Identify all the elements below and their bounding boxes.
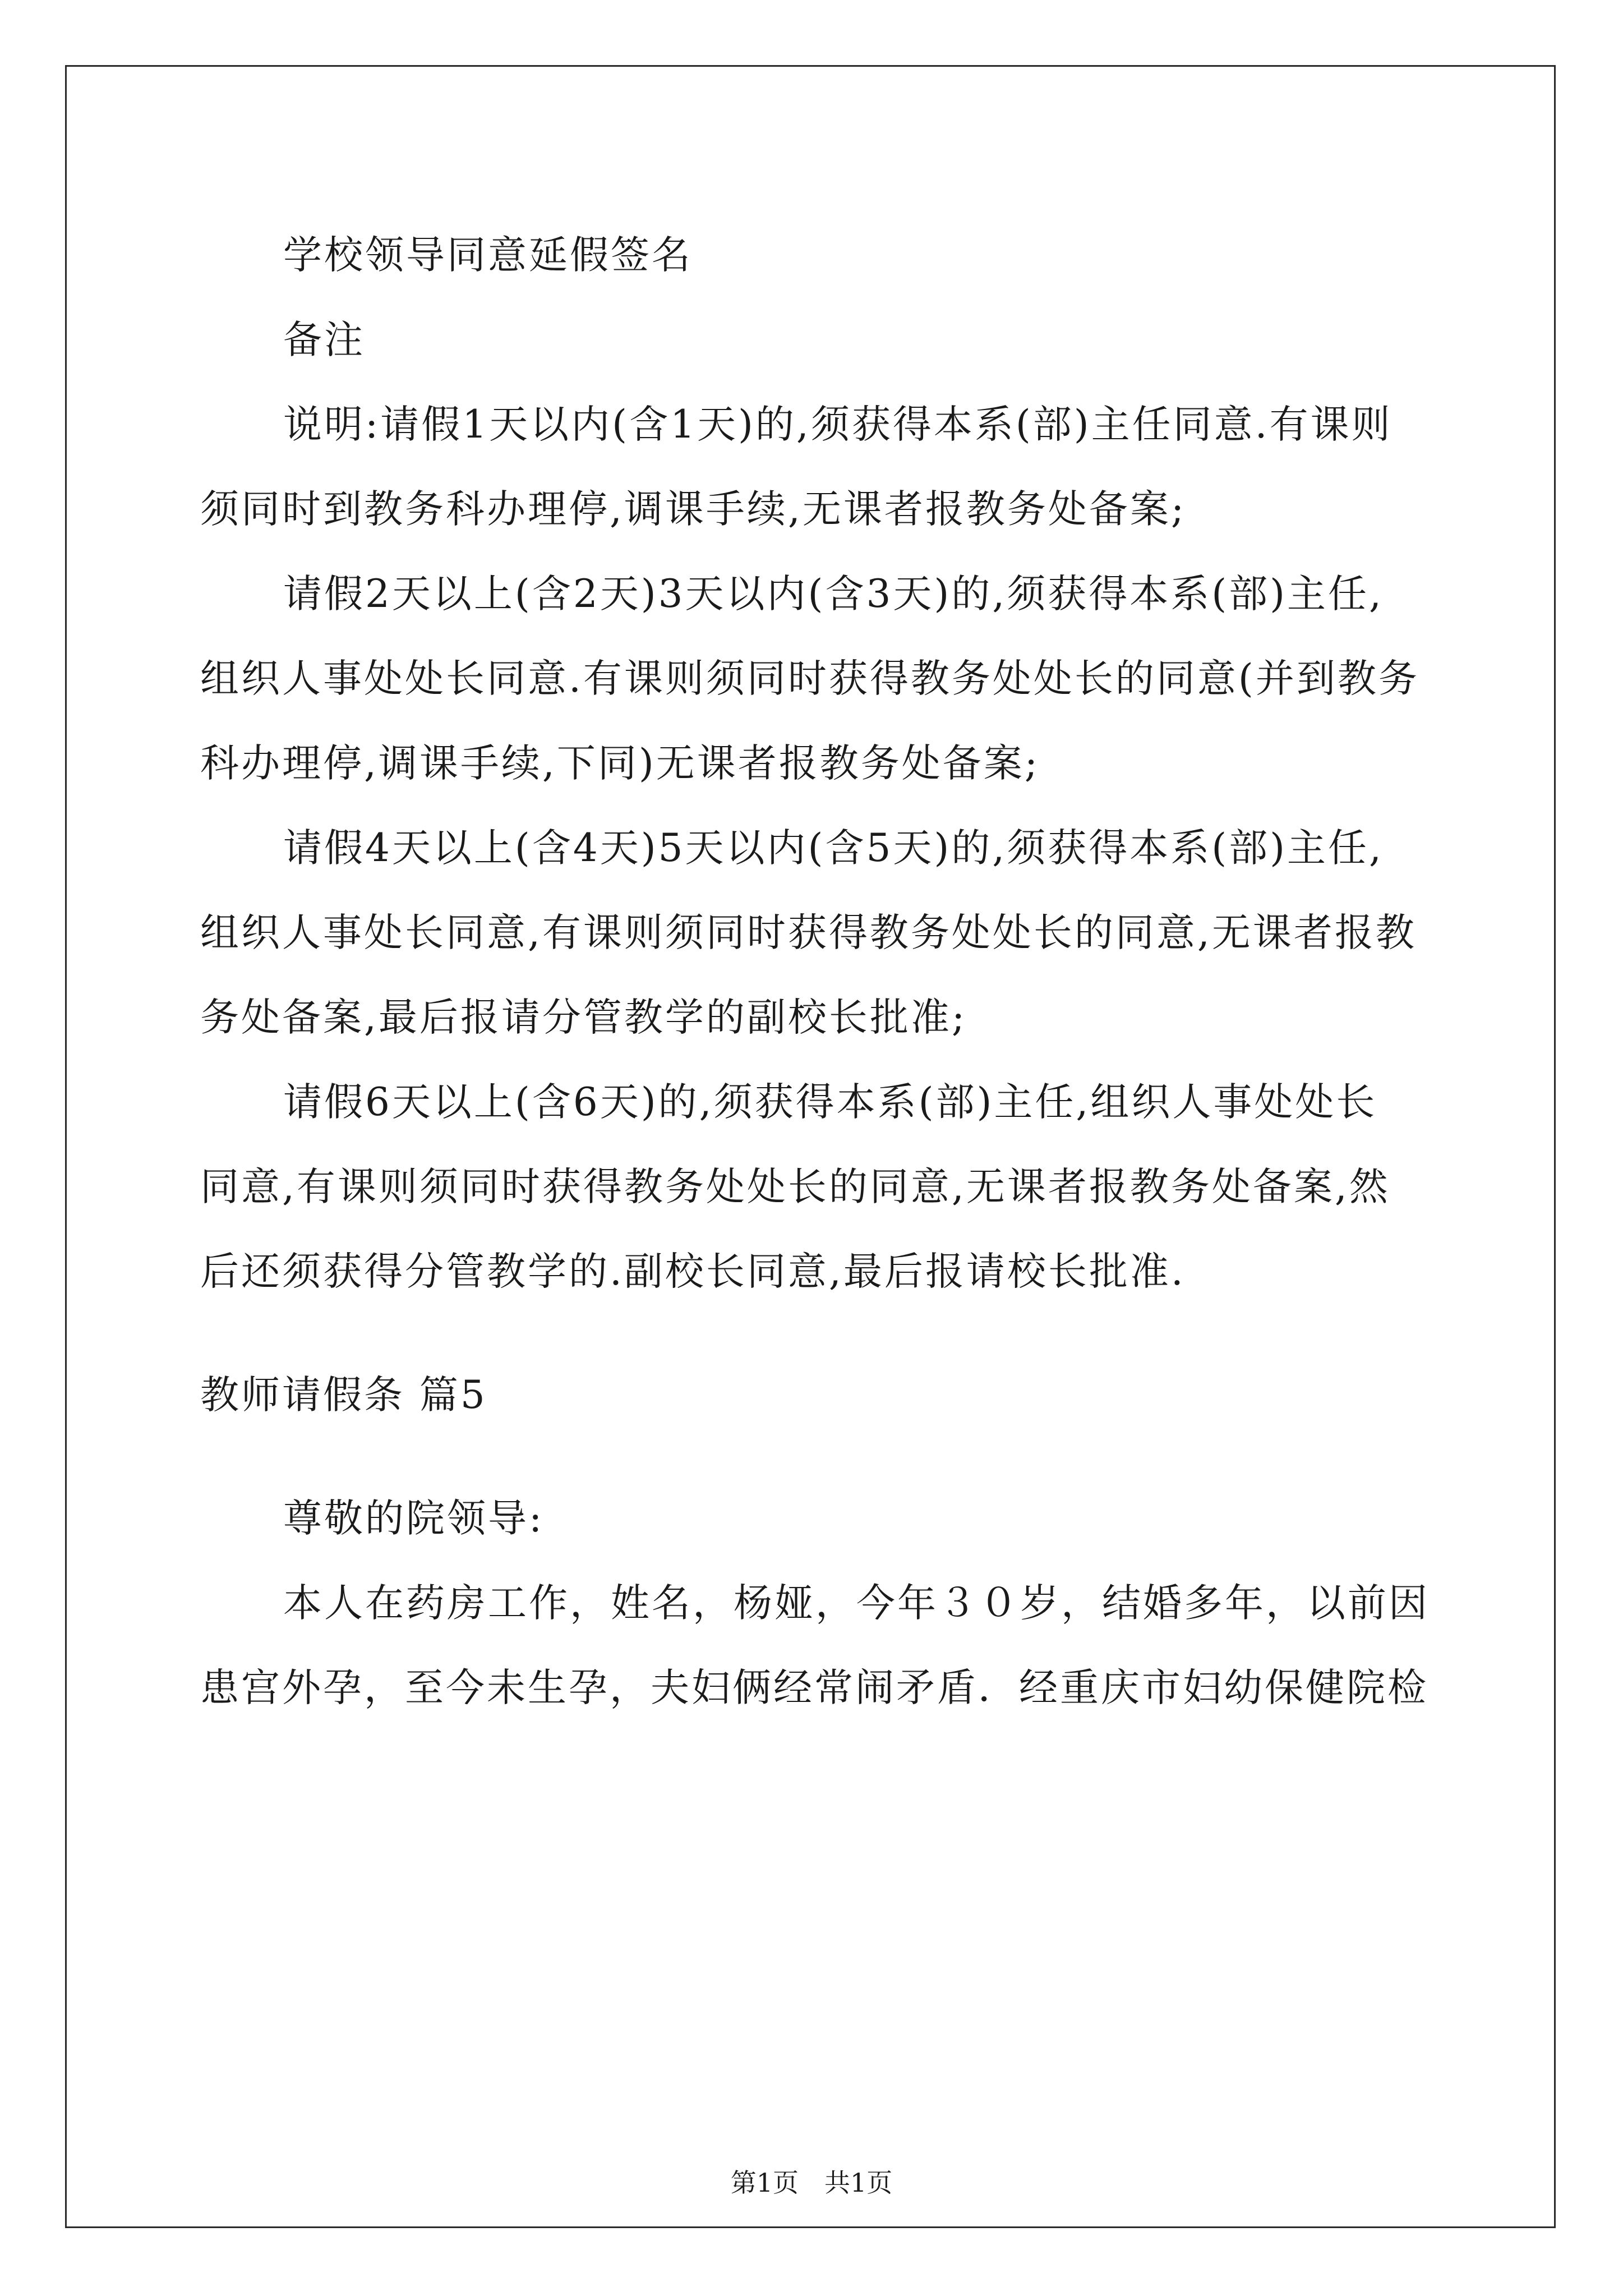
page-footer: 第1页 共1页 — [730, 2168, 893, 2198]
paragraph-line: 备注 — [283, 318, 365, 362]
paragraph-line: 请假6天以上(含6天)的,须获得本系(部)主任,组织人事处处长 — [283, 1080, 1377, 1125]
paragraph-line: 同意,有课则须同时获得教务处处长的同意,无课者报教务处备案,然 — [200, 1165, 1390, 1209]
paragraph-line: 科办理停,调课手续,下同)无课者报教务处备案; — [200, 741, 1040, 786]
paragraph-line: 说明:请假1天以内(含1天)的,须获得本系(部)主任同意.有课则 — [283, 402, 1393, 447]
paragraph-line: 须同时到教务科办理停,调课手续,无课者报教务处备案; — [200, 487, 1187, 532]
paragraph-line: 患宫外孕，至今未生孕，夫妇俩经常闹矛盾．经重庆市妇幼保健院检 — [200, 1665, 1428, 1710]
salutation: 尊敬的院领导: — [283, 1496, 545, 1541]
paragraph-line: 组织人事处处长同意.有课则须同时获得教务处处长的同意(并到教务 — [200, 656, 1419, 701]
paragraph-line: 请假4天以上(含4天)5天以内(含5天)的,须获得本系(部)主任, — [283, 826, 1384, 871]
paragraph-line: 后还须获得分管教学的.副校长同意,最后报请校长批准. — [200, 1249, 1186, 1294]
document-body — [200, 213, 1434, 1731]
paragraph-line: 学校领导同意延假签名 — [283, 233, 693, 278]
paragraph-line: 务处备案,最后报请分管教学的副校长批准; — [200, 995, 967, 1040]
section-heading: 教师请假条 篇5 — [200, 1373, 487, 1418]
paragraph-line: 请假2天以上(含2天)3天以内(含3天)的,须获得本系(部)主任, — [283, 572, 1384, 616]
paragraph-line: 本人在药房工作，姓名，杨娅，今年３０岁，结婚多年，以前因 — [283, 1581, 1430, 1626]
paragraph-line: 组织人事处长同意,有课则须同时获得教务处处长的同意,无课者报教 — [200, 910, 1417, 955]
